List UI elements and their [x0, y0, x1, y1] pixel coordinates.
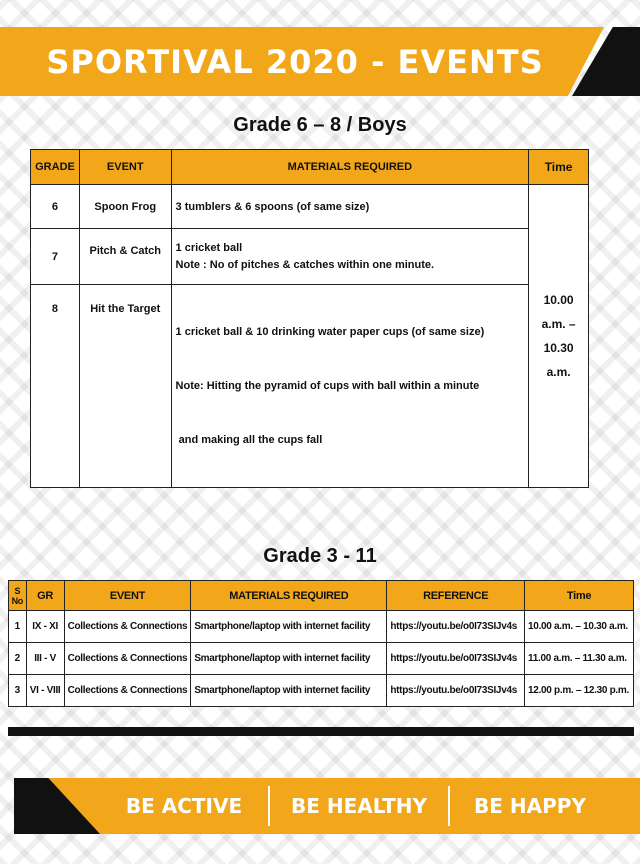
event-cell: Collections & Connections [64, 675, 191, 707]
materials-line: 1 cricket ball & 10 drinking water paper cups (of same size) [175, 326, 485, 338]
event-cell: Spoon Frog [79, 185, 171, 229]
event-cell: Collections & Connections [64, 643, 191, 675]
table-row [9, 611, 634, 643]
sno-cell: 1 [9, 611, 27, 643]
col-header-time: Time [525, 581, 634, 611]
sno-header-line: No [11, 595, 23, 606]
col-header-event: EVENT [64, 581, 191, 611]
gr-cell: IX - XI [26, 611, 64, 643]
table-row [31, 229, 589, 285]
materials-note: Note: Hitting the pyramid of cups with ball within a minute [175, 380, 480, 392]
table-header-row [9, 581, 634, 611]
materials-cell [171, 285, 529, 488]
table-row [31, 285, 589, 488]
materials-cell: Smartphone/laptop with internet facility [191, 675, 387, 707]
materials-cell [171, 185, 529, 229]
materials-note: and making all the cups fall [175, 434, 323, 446]
footer-be-happy: BE HAPPY [474, 794, 586, 818]
col-header-materials: MATERIALS REQUIRED [191, 581, 387, 611]
reference-link[interactable]: https://youtu.be/o0I73SIJv4s [387, 675, 525, 707]
event-cell: Hit the Target [79, 285, 171, 488]
grade-cell: 6 [31, 185, 80, 229]
grade-cell: 8 [31, 285, 80, 488]
gr-cell: VI - VIII [26, 675, 64, 707]
time-cell: 12.00 p.m. – 12.30 p.m. [525, 675, 634, 707]
table-grade-3-11 [8, 580, 634, 707]
reference-link[interactable]: https://youtu.be/o0I73SIJv4s [387, 643, 525, 675]
materials-line: 3 tumblers & 6 spoons (of same size) [175, 200, 370, 213]
reference-link[interactable]: https://youtu.be/o0I73SIJv4s [387, 611, 525, 643]
col-header-reference: REFERENCE [387, 581, 525, 611]
grade-cell: 7 [31, 229, 80, 285]
section2-title: Grade 3 - 11 [263, 545, 377, 567]
col-header-sno [9, 581, 27, 611]
time-cell [529, 185, 589, 488]
time-cell: 11.00 a.m. – 11.30 a.m. [525, 643, 634, 675]
time-line: 10.00 a.m. – [541, 293, 576, 331]
page-title: SPORTIVAL 2020 - EVENTS [46, 42, 544, 81]
col-header-materials: MATERIALS REQUIRED [171, 150, 529, 185]
materials-line: 1 cricket ball [175, 241, 243, 254]
materials-note: Note : No of pitches & catches within one minute. [175, 258, 435, 271]
table-row [31, 185, 589, 229]
event-cell: Pitch & Catch [79, 229, 171, 285]
sno-cell: 2 [9, 643, 27, 675]
footer-be-active: BE ACTIVE [125, 794, 243, 818]
gr-cell: III - V [26, 643, 64, 675]
table-grade-6-8 [30, 149, 589, 488]
time-cell: 10.00 a.m. – 10.30 a.m. [525, 611, 634, 643]
col-header-time: Time [529, 150, 589, 185]
col-header-event: EVENT [79, 150, 171, 185]
materials-cell: Smartphone/laptop with internet facility [191, 643, 387, 675]
sno-header-line: S [14, 585, 21, 596]
table-row [9, 643, 634, 675]
col-header-gr: GR [26, 581, 64, 611]
sno-cell: 3 [9, 675, 27, 707]
footer-be-healthy: BE HEALTHY [290, 794, 428, 818]
col-header-grade: GRADE [31, 150, 80, 185]
event-cell: Collections & Connections [64, 611, 191, 643]
table-row [9, 675, 634, 707]
table-header-row [31, 150, 589, 185]
section1-title: Grade 6 – 8 / Boys [233, 114, 407, 136]
table2-shadow [8, 727, 634, 736]
time-line: 10.30 a.m. [543, 341, 574, 379]
materials-cell [171, 229, 529, 285]
materials-cell: Smartphone/laptop with internet facility [191, 611, 387, 643]
